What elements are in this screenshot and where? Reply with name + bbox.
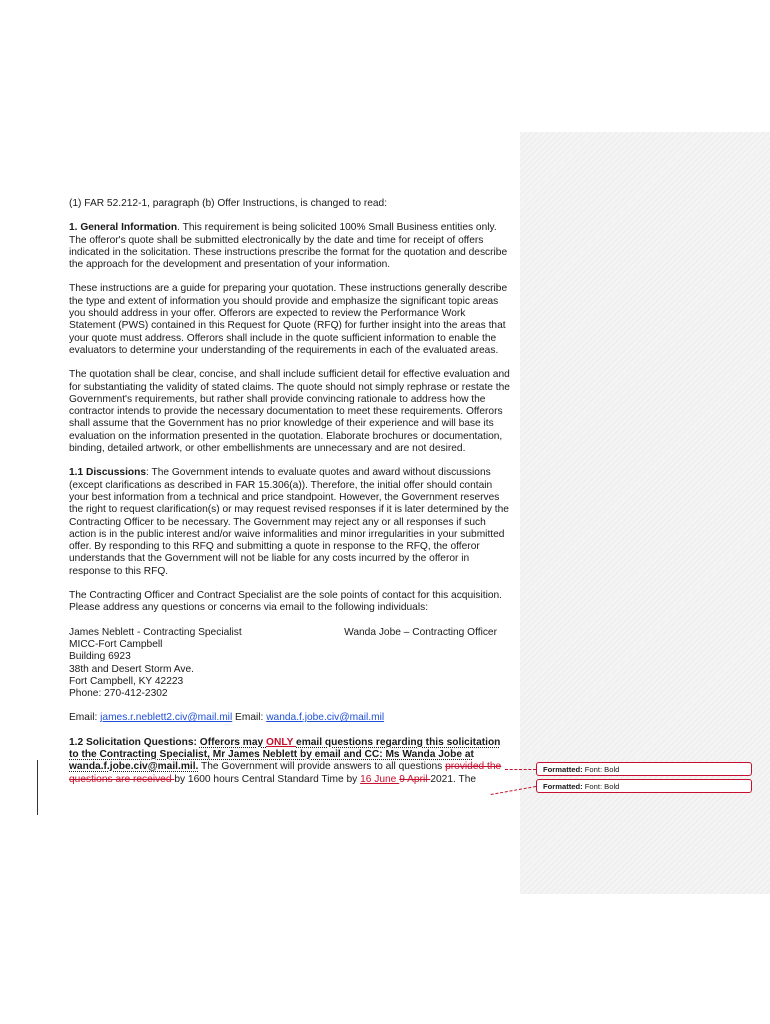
guide-paragraph: These instructions are a guide for preparing your quotation. These instructions generally describe the type and extent of information you should provide and emphasize the significant topic areas you should address in your offer. Offerors are expected to review the Performance Work Statement (PWS) contained in this Request for Quote (RFQ) for further insight into the areas that your quote must address. Offerors shall include in the quote sufficient information to enable the evaluators to determine your understanding of the requirements in each of the evaluated areas.	[69, 283, 508, 356]
email-label-2: Email:	[232, 712, 267, 724]
solicitation-questions-paragraph	[69, 737, 511, 786]
solicitation-text-b: by 1600 hours Central Standard Time by	[174, 773, 361, 785]
comment-1-value: Font: Bold	[582, 765, 620, 774]
comment-2-label: Formatted:	[543, 782, 583, 791]
solicitation-bold-b: email questions regarding this solicitation to the Contracting Specialist, Mr James Neblett by email and CC: Ms Wanda Jobe at wanda.f.jobe.civ@mail.mil.	[69, 736, 501, 773]
clarity-paragraph: The quotation shall be clear, concise, and shall include sufficient detail for effective evaluation and for substantiating the validity of stated claims. The quote should not simply rephrase or restate the Government's requirements, but rather shall provide convincing rationale to address how the contractor intends to provide the necessary documentation to meet these requirements. Offerors shall assume that the Government has no prior knowledge of their experience and will base its evaluation on the information presented in the quotation. Elaborate brochures or documentation, binding, detailed artwork, or other embellishments are unnecessary and are not desired.	[69, 369, 510, 455]
formatted-comment-balloon-2[interactable]	[536, 779, 752, 793]
contracting-specialist-contact	[69, 627, 242, 701]
email-line	[69, 712, 511, 724]
solicitation-colon: :	[193, 736, 200, 748]
deleted-received-clause: provided the questions are received	[69, 761, 502, 785]
inserted-only: ONLY	[266, 736, 297, 748]
solicitation-text-a: The Government will provide answers to all questions	[198, 761, 446, 773]
formatted-comment-balloon-1[interactable]	[536, 762, 752, 776]
change-bar	[37, 760, 38, 815]
specialist-name: James Neblett - Contracting Specialist	[69, 626, 242, 638]
general-information-paragraph	[69, 222, 511, 271]
solicitation-heading: 1.2 Solicitation Questions	[69, 736, 194, 748]
specialist-org: MICC-Fort Campbell	[69, 638, 163, 650]
contacts-block	[69, 627, 511, 701]
officer-email-link[interactable]: wanda.f.jobe.civ@mail.mil	[266, 712, 385, 724]
discussions-heading: 1.1 Discussions	[69, 467, 147, 479]
discussions-text: : The Government intends to evaluate quotes and award without discussions (except clarifications as described in FAR 15.306(a)). Therefore, the initial offer should contain your best information from a technical and price standpoint. However, the Government reserves the right to request clarification(s) or may request revised responses if it is later determined by the Contracting Officer to be necessary. The Government may reject any or all responses if such action is in the public interest and/or waive informalities and minor irregularities in your submitted offer. By responding to this RFQ and submitting a quote in response to the RFQ, the offeror understands that the Government will not be liable for any costs incurred by the offeror in response to this RFQ.	[69, 467, 509, 577]
intro-line: (1) FAR 52.212-1, paragraph (b) Offer Instructions, is changed to read:	[69, 198, 388, 209]
comment-1-label: Formatted:	[543, 765, 583, 774]
solicitation-bold-a: Offerors may	[199, 736, 267, 748]
discussions-paragraph	[69, 467, 511, 578]
contracting-officer-contact	[344, 627, 511, 701]
officer-name: Wanda Jobe – Contracting Officer	[344, 626, 497, 638]
comment-leader-line-1	[505, 769, 536, 770]
solicitation-text-c: 2021. The	[430, 773, 477, 785]
specialist-city: Fort Campbell, KY 42223	[69, 675, 184, 687]
specialist-building: Building 6923	[69, 651, 131, 663]
specialist-street: 38th and Desert Storm Ave.	[69, 663, 194, 675]
general-information-text: . This requirement is being solicited 100% Small Business entities only. The offeror's quote shall be submitted electronically by the date and time for receipt of offers indicated in the solicitation. These instructions prescribe the format for the quotation and describe the approach for the development and presentation of your information.	[69, 222, 508, 271]
comment-2-value: Font: Bold	[582, 782, 620, 791]
document-body	[69, 198, 511, 798]
email-label-1: Email:	[69, 712, 101, 724]
inserted-date: 16 June	[360, 773, 400, 785]
contact-paragraph: The Contracting Officer and Contract Specialist are the sole points of contact for this acquisition. Please address any questions or concerns via email to the following individuals:	[69, 590, 503, 614]
deleted-date: 9 April	[399, 773, 431, 785]
general-information-heading: 1. General Information	[69, 222, 178, 234]
specialist-email-link[interactable]: james.r.neblett2.civ@mail.mil	[100, 712, 233, 724]
specialist-phone: Phone: 270-412-2302	[69, 688, 168, 700]
